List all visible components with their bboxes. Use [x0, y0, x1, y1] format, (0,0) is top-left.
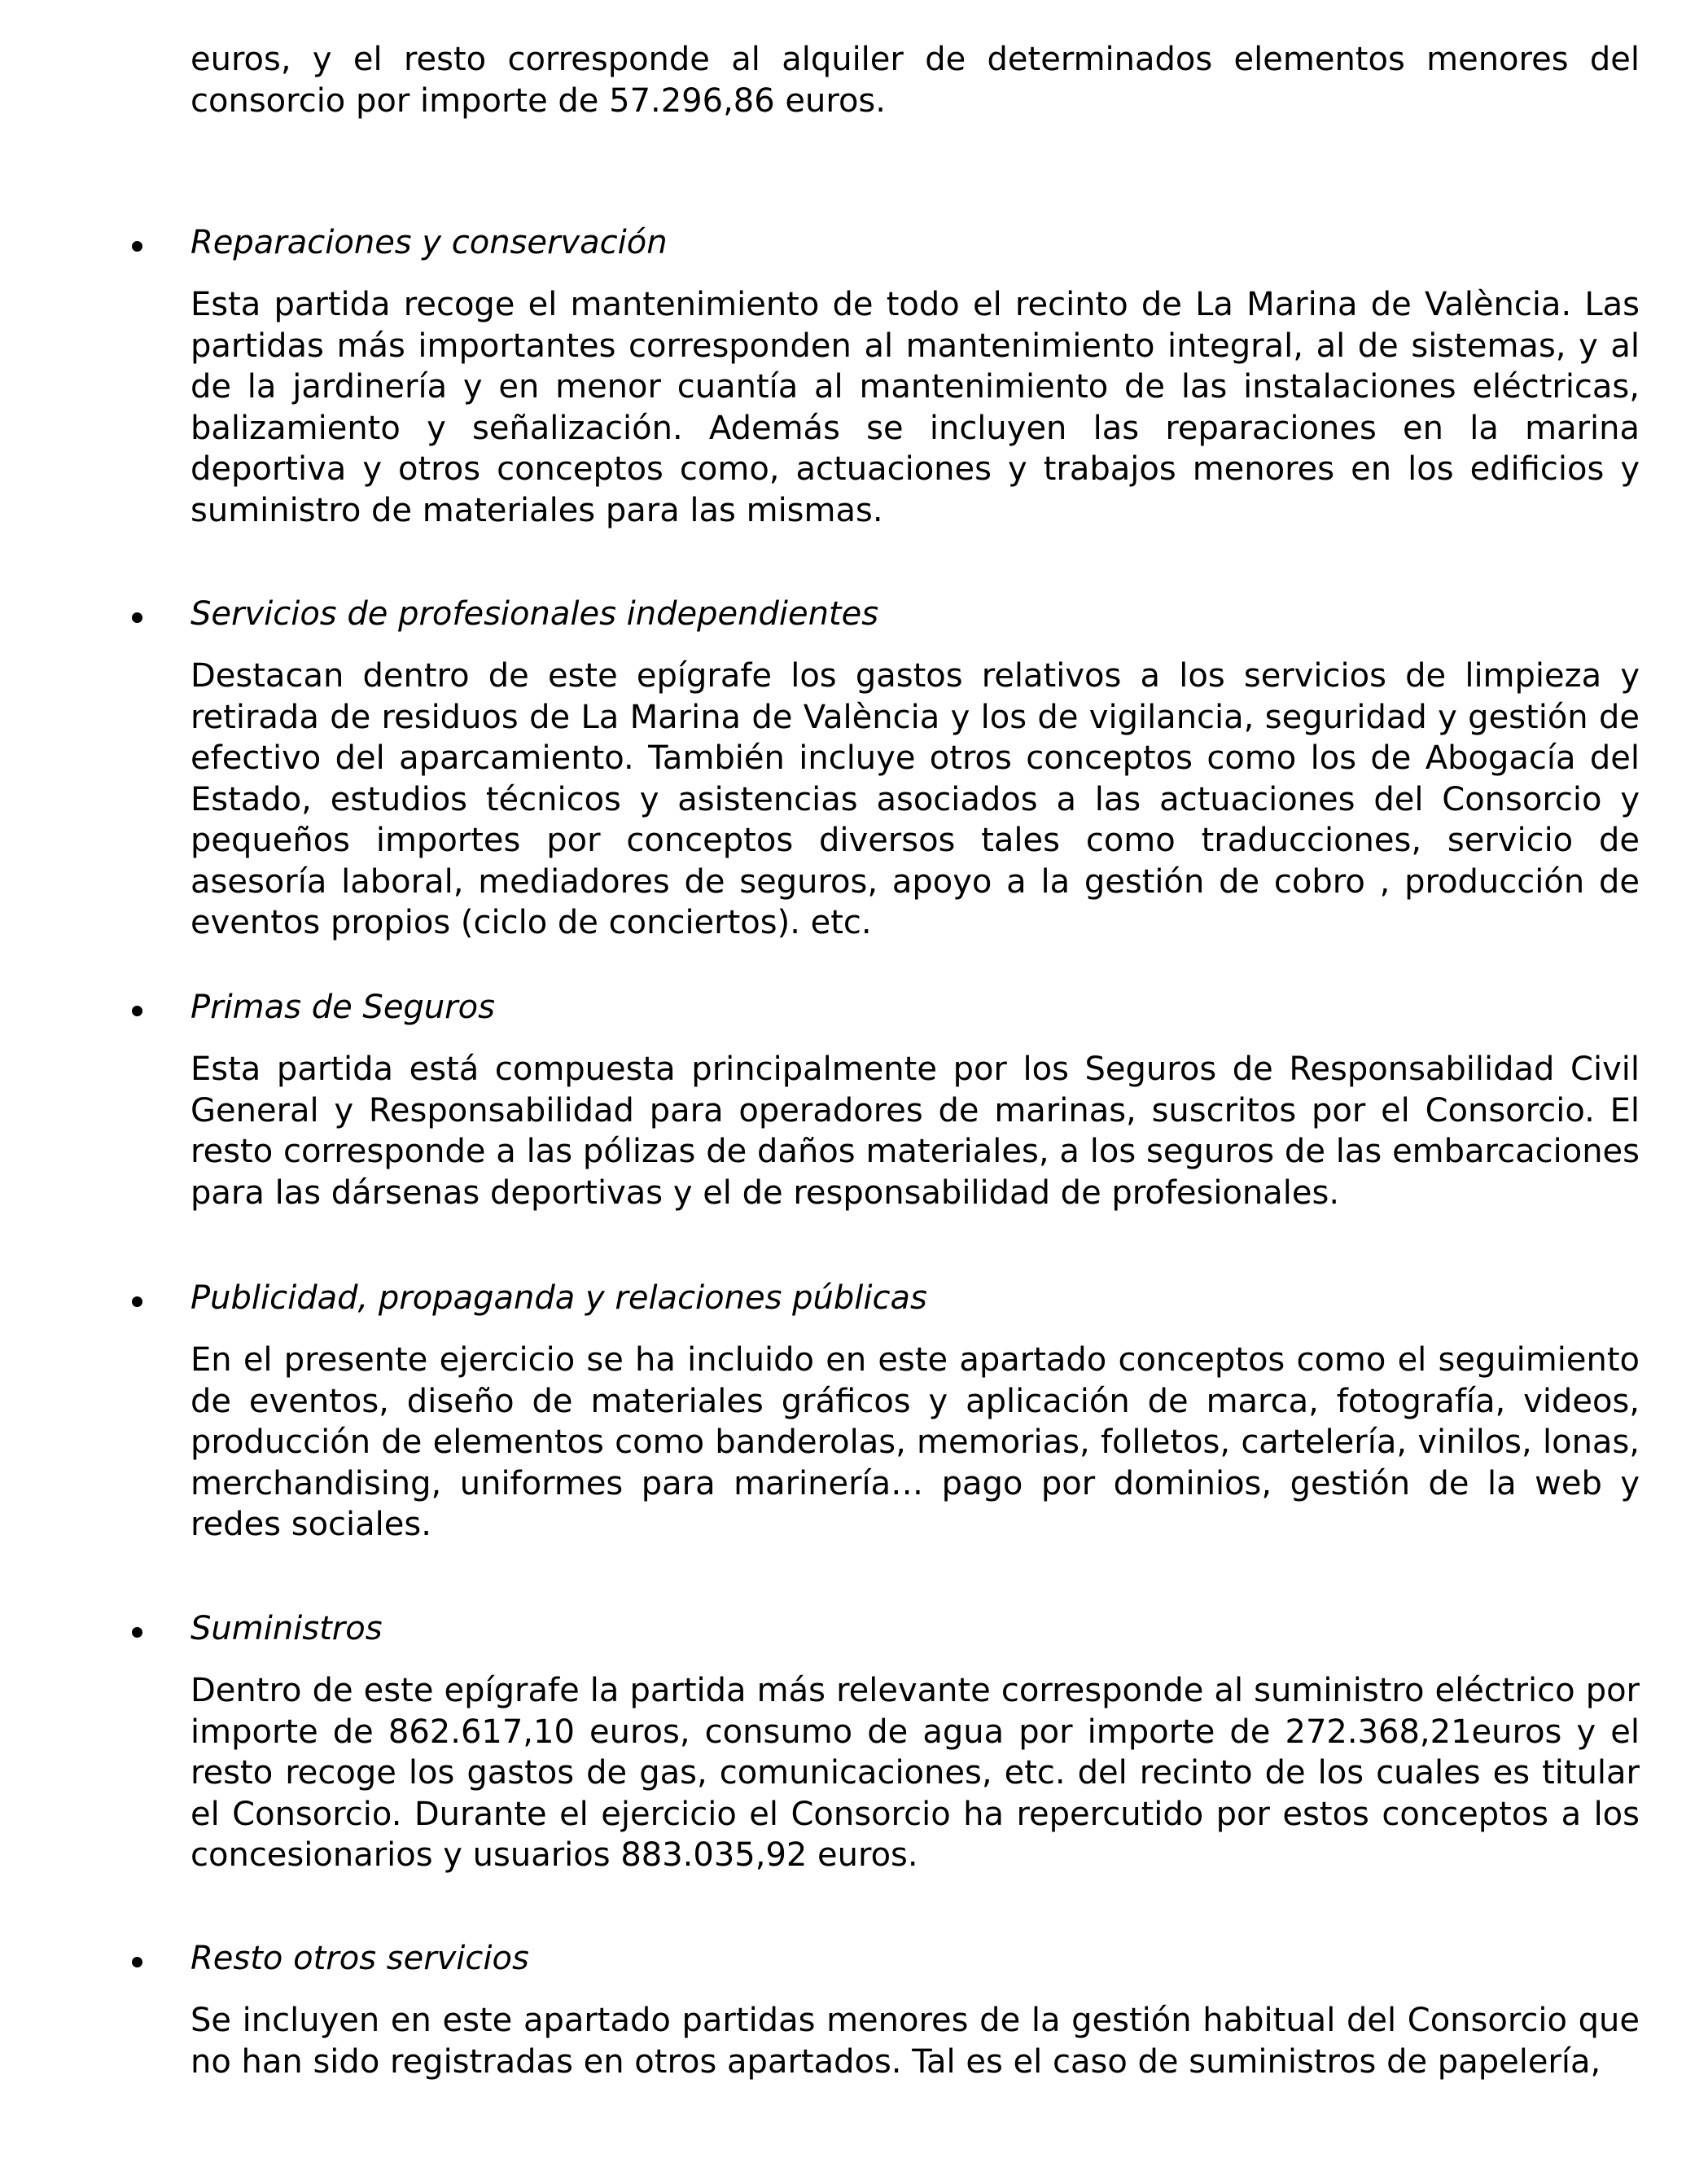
bullet-icon [132, 241, 142, 252]
section-heading-publicidad: Publicidad, propaganda y relaciones públicas [191, 1279, 927, 1317]
section-heading-servicios-profesionales: Servicios de profesionales independientes [191, 595, 879, 633]
bullet-icon [132, 1627, 142, 1638]
bullet-icon [132, 1957, 142, 1967]
bullet-icon [132, 612, 142, 623]
section-heading-suministros: Suministros [191, 1610, 383, 1647]
section-body-servicios-profesionales: Destacan dentro de este epígrafe los gastos relativos a los servicios de limpieza y retirada de residuos de La Marina de València y los de vigilancia, seguridad y gestión de efectivo del aparcamiento. También incluye otros conceptos como los de Abogacía del Estado, estudios técnicos y asistencias asociados a las actuaciones del Consorcio y pequeños importes por conceptos diversos tales como traducciones, servicio de asesoría laboral, mediadores de seguros, apoyo a la gestión de cobro , producción de eventos propios (ciclo de conciertos). etc. [191, 657, 1640, 941]
section-heading-reparaciones: Reparaciones y conservación [191, 224, 668, 261]
intro-paragraph: euros, y el resto corresponde al alquiler de determinados elementos menores del consorcio por importe de 57.296,86 euros. [191, 41, 1640, 120]
section-heading-primas-seguros: Primas de Seguros [191, 989, 495, 1026]
bullet-icon [132, 1006, 142, 1016]
section-body-publicidad: En el presente ejercicio se ha incluido en este apartado conceptos como el seguimiento de eventos, diseño de materiales gráficos y aplicación de marca, fotografía, videos, producción de elementos como banderolas, memorias, folletos, cartelería, vinilos, lonas, merchandising, uniformes para marinería… pago por dominios, gestión de la web y redes sociales. [191, 1341, 1640, 1543]
bullet-icon [132, 1296, 142, 1307]
section-body-suministros: Dentro de este epígrafe la partida más relevante corresponde al suministro eléctrico por importe de 862.617,10 euros, consumo de agua por importe de 272.368,21euros y el resto recoge los gastos de gas, comunicaciones, etc. del recinto de los cuales es titular el Consorcio. Durante el ejercicio el Consorcio ha repercutido por estos conceptos a los concesionarios y usuarios 883.035,92 euros. [191, 1672, 1640, 1874]
section-body-resto-otros-servicios: Se incluyen en este apartado partidas menores de la gestión habitual del Consorcio que no han sido registradas en otros apartados. Tal es el caso de suministros de papelería, [191, 2002, 1640, 2081]
section-body-primas-seguros: Esta partida está compuesta principalmente por los Seguros de Responsabilidad Civil General y Responsabilidad para operadores de marinas, suscritos por el Consorcio. El resto corresponde a las pólizas de daños materiales, a los seguros de las embarcaciones para las dársenas deportivas y el de responsabilidad de profesionales. [191, 1050, 1640, 1212]
section-body-reparaciones: Esta partida recoge el mantenimiento de todo el recinto de La Marina de València. Las partidas más importantes corresponden al mantenimiento integral, al de sistemas, y al de la jardinería y en menor cuantía al mantenimiento de las instalaciones eléctricas, balizamiento y señalización. Además se incluyen las reparaciones en la marina deportiva y otros conceptos como, actuaciones y trabajos menores en los edificios y suministro de materiales para las mismas. [191, 286, 1640, 529]
section-heading-resto-otros-servicios: Resto otros servicios [191, 1940, 529, 1977]
